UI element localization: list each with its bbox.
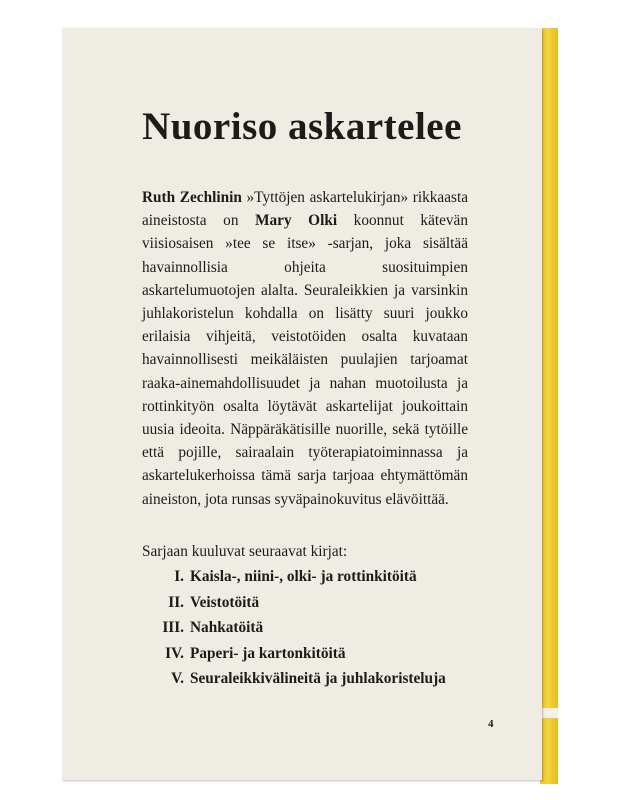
book-list-item	[142, 594, 482, 620]
book-list-item	[142, 670, 482, 696]
bold-name: Ruth Zechlinin	[142, 189, 242, 206]
series-intro: Sarjaan kuuluvat seuraavat kirjat:	[142, 543, 348, 560]
paragraph-run: koonnut kätevän viisiosaisen »tee se itse» -sarjan, joka sisältää havainnollisia ohjeita suosituimpien askartelumuotojen alalta. Seuraleikkien ja varsinkin juhlakoristelun kohdalla on lisätty suuri joukko erilaisia vihjeitä, veistotöiden osalta kuvataan havainnollisesti meikäläisten puulajien tarjoamat raaka-ainemahdollisuudet ja nahan muotoilusta ja rottinkityön osalta löytävät askartelijat joukoittain uusia ideoita. Näppäräkätisille nuorille, sekä tytöille että pojille, sairaalain työterapiatoiminnassa ja askartelukerhoissa tämä sarja tarjoaa ehtymättömän aineiston, jota runsas syväpainokuvitus elävöittää.	[142, 212, 468, 508]
book-number: II.	[168, 593, 184, 611]
yellow-book-spine	[540, 28, 558, 784]
book-list-item	[142, 619, 482, 645]
page-title: Nuoriso askartelee	[142, 105, 462, 148]
book-page	[62, 28, 542, 780]
spine-notch	[540, 708, 558, 718]
book-title: Nahkatöitä	[190, 619, 264, 636]
book-list-item	[142, 568, 482, 594]
book-number: I.	[174, 568, 184, 585]
book-title: Seuraleikkivälineitä ja juhlakoristeluja	[190, 670, 446, 687]
bold-name: Mary Olki	[255, 212, 338, 230]
book-title: Paperi- ja kartonkitöitä	[190, 644, 346, 662]
book-title: Veistotöitä	[190, 593, 260, 611]
book-list-item	[142, 645, 482, 671]
book-number: III.	[162, 619, 184, 636]
description-paragraph	[142, 186, 468, 511]
book-title: Kaisla-, niini-, olki- ja rottinkitöitä	[190, 568, 417, 585]
book-number: IV.	[165, 644, 184, 662]
paragraph-run: »Tyttöjen askartelukirjan» rikkaasta aineistosta on	[142, 189, 468, 230]
book-number: V.	[171, 670, 184, 687]
page-number: 4	[488, 718, 494, 730]
book-list	[142, 568, 482, 696]
